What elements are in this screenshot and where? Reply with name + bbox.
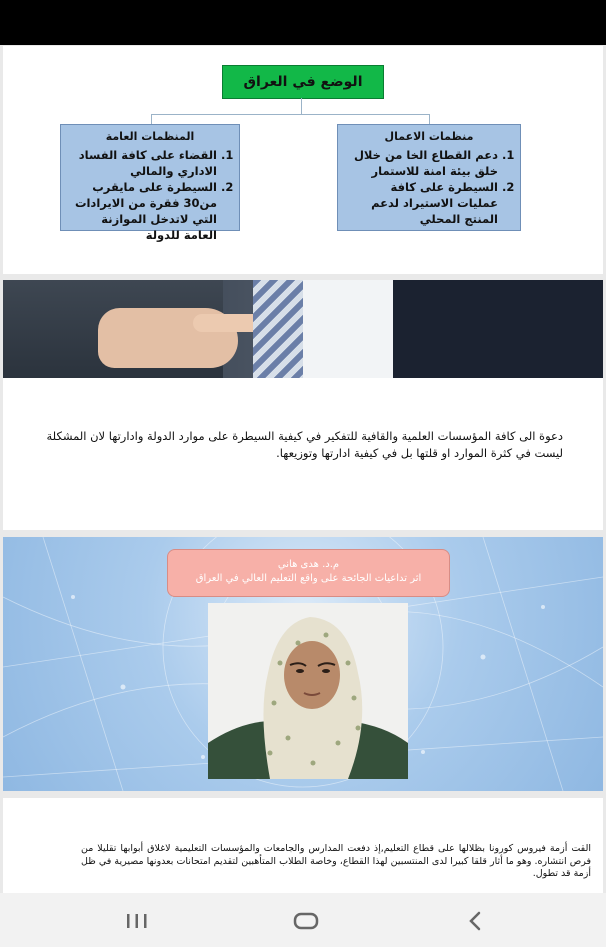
pointing-hand-photo bbox=[3, 280, 603, 378]
recent-apps-icon bbox=[125, 912, 149, 930]
author-portrait bbox=[208, 603, 408, 779]
list-item: 2. السيطرة على مايقرب من30 فقرة من الايرادات التي لاتدخل الموازنة العامة للدولة bbox=[69, 179, 217, 243]
business-organizations-heading: منظمات الاعمال bbox=[384, 130, 474, 143]
back-icon bbox=[466, 911, 484, 931]
article-card-2 bbox=[3, 798, 603, 893]
home-icon bbox=[293, 912, 319, 930]
article-card-1 bbox=[3, 280, 603, 530]
poster-title-label bbox=[167, 549, 450, 597]
diagram-connector-bar bbox=[151, 114, 429, 115]
list-item: 2. السيطرة على كافة عمليات الاستيراد لدعم المنتج المحلي bbox=[346, 179, 498, 227]
public-organizations-heading: المنظمات العامة bbox=[105, 130, 195, 143]
navigation-bar bbox=[0, 893, 606, 947]
poster-card bbox=[3, 537, 603, 791]
diagram-connector-left bbox=[151, 114, 152, 124]
list-item: 1. القضاء على كافة الفساد الاداري والمالي bbox=[69, 147, 217, 179]
business-organizations-list bbox=[346, 147, 512, 227]
business-organizations-box bbox=[337, 124, 521, 231]
diagram-card bbox=[3, 46, 603, 274]
poster-author: م.د. هدى هاني bbox=[277, 559, 340, 570]
diagram-title: الوضع في العراق bbox=[222, 65, 384, 99]
public-organizations-box bbox=[60, 124, 240, 242]
poster-title: اثر تداعيات الجائحة على واقع التعليم العالي في العراق bbox=[195, 573, 422, 584]
public-organizations-list bbox=[69, 147, 231, 243]
diagram-connector-stem bbox=[301, 98, 302, 114]
diagram-connector-right bbox=[429, 114, 430, 124]
article-paragraph-2: القت أزمة فيروس كورونا بظلالها على قطاع التعليم,إذ دفعت المدارس والجامعات والمؤسسات التعليمية لاغلاق أبوابها تقليلا من فرص انتشاره. وهو ما أثار قلقا كبيرا لدى المنتسبين لهذا القطاع، وخاصة الطلاب المتأهبين لتقديم امتحانات بعدونها مصيرية في ظل أزمة قد تطول. bbox=[81, 843, 591, 879]
status-bar bbox=[0, 0, 606, 45]
home-button[interactable] bbox=[281, 901, 331, 941]
article-paragraph-1: دعوة الى كافة المؤسسات العلمية والقافية للتفكير في كيفية السيطرة على موارد الدولة وادارتها لان المشكلة ليست في كثرة الموارد او قلتها بل في كيفية ادارتها وتوزيعها. bbox=[46, 429, 563, 460]
back-button[interactable] bbox=[450, 901, 500, 941]
list-item: 1. دعم القطاع الخا من خلال خلق بيئة امنة للاستمار bbox=[346, 147, 498, 179]
recent-apps-button[interactable] bbox=[112, 901, 162, 941]
